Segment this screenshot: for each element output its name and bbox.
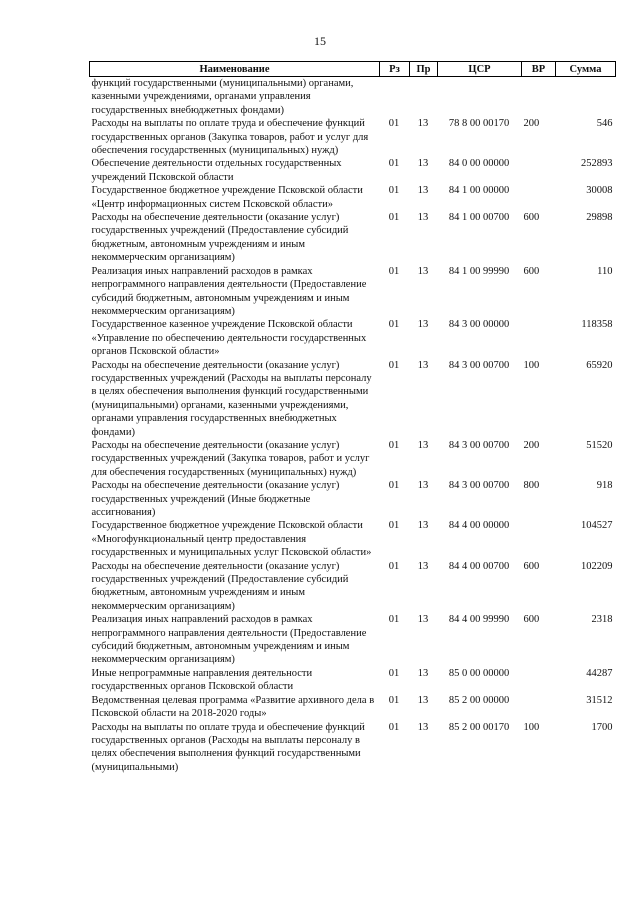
table-row — [90, 667, 616, 694]
cell-sum: 51520 — [586, 439, 613, 451]
table-row — [90, 721, 616, 775]
cell-csr: 84 3 00 00700 — [448, 439, 510, 451]
table-row — [90, 318, 616, 358]
cell-name: Расходы на обеспечение деятельности (оказание услуг) государственных учреждений (Расходы на выплаты персоналу в целях обеспечения выполнения функций государственными (муниципальными) органами, казенными учреждениями, органами управления государственных внебюджетных фондами) — [91, 359, 372, 438]
cell-vr — [522, 184, 556, 211]
cell-vr — [522, 318, 556, 358]
table-header-row — [90, 62, 616, 77]
cell-name: Расходы на выплаты по оплате труда и обеспечение функций государственных органов (Расходы на выплаты персоналу в целях обеспечения выполнения функций государственными (муниципальными) — [91, 721, 365, 773]
cell-name: Государственное бюджетное учреждение Псковской области «Центр информационных систем Псковской области» — [91, 185, 363, 210]
cell-csr: 84 3 00 00000 — [448, 319, 510, 331]
header-vr: ВР — [522, 62, 556, 77]
table-row — [90, 613, 616, 667]
cell-pr: 13 — [417, 439, 429, 451]
cell-rz: 01 — [388, 560, 400, 572]
cell-name: Обеспечение деятельности отдельных государственных учреждений Псковской области — [91, 158, 342, 183]
cell-pr: 13 — [417, 520, 429, 532]
cell-vr: 200 — [523, 439, 540, 451]
cell-vr — [522, 157, 556, 184]
cell-sum — [556, 77, 616, 118]
table-row — [90, 359, 616, 439]
cell-sum: 104527 — [581, 520, 613, 532]
header-sum: Сумма — [556, 62, 616, 77]
cell-rz: 01 — [388, 480, 400, 492]
cell-sum: 29898 — [586, 212, 613, 224]
cell-pr: 13 — [417, 212, 429, 224]
cell-csr: 84 1 00 99990 — [448, 265, 510, 277]
table-row — [90, 77, 616, 118]
header-pr: Пр — [410, 62, 438, 77]
cell-pr — [410, 77, 438, 118]
cell-pr: 13 — [417, 185, 429, 197]
cell-rz: 01 — [388, 520, 400, 532]
table-row — [90, 560, 616, 614]
table-row — [90, 117, 616, 157]
cell-pr: 13 — [417, 265, 429, 277]
table-body — [90, 77, 616, 775]
cell-pr: 13 — [417, 694, 429, 706]
cell-rz: 01 — [388, 359, 400, 371]
cell-rz — [380, 77, 410, 118]
header-csr: ЦСР — [438, 62, 522, 77]
cell-csr: 84 1 00 00700 — [448, 212, 510, 224]
table-row — [90, 439, 616, 479]
cell-csr: 84 4 00 99990 — [448, 614, 510, 626]
cell-name: Иные непрограммные направления деятельности государственных органов Псковской области — [91, 667, 313, 693]
cell-vr: 200 — [523, 118, 540, 130]
cell-csr: 84 0 00 00000 — [448, 158, 510, 170]
cell-name: Реализация иных направлений расходов в рамках непрограммного направления деятельности (Предоставление субсидий бюджетным, автономным учреждениям и иным некоммерческим организациям) — [91, 614, 367, 666]
cell-csr: 84 1 00 00000 — [448, 185, 510, 197]
cell-name: Реализация иных направлений расходов в рамках непрограммного направления деятельности (Предоставление субсидий бюджетным, автономным учреждениям и иным некоммерческим организациям) — [91, 265, 367, 317]
cell-rz: 01 — [388, 158, 400, 170]
cell-name: функций государственными (муниципальными) органами, казенными учреждениями, органами управления государственных внебюджетных фондами) — [91, 78, 354, 116]
cell-vr: 100 — [523, 359, 540, 371]
cell-csr: 85 2 00 00000 — [448, 694, 510, 706]
cell-csr: 84 3 00 00700 — [448, 359, 510, 371]
cell-rz: 01 — [388, 667, 400, 679]
cell-csr: 78 8 00 00170 — [448, 118, 510, 130]
table-row — [90, 479, 616, 519]
cell-vr: 600 — [523, 560, 540, 572]
cell-pr: 13 — [417, 667, 429, 679]
table-row — [90, 184, 616, 211]
cell-rz: 01 — [388, 614, 400, 626]
cell-vr: 600 — [523, 614, 540, 626]
cell-name: Расходы на обеспечение деятельности (оказание услуг) государственных учреждений (Предоставление субсидий бюджетным, автономным учреждениям и иным некоммерческим организациям) — [91, 560, 349, 612]
cell-sum: 102209 — [581, 560, 613, 572]
table-row — [90, 265, 616, 319]
cell-pr: 13 — [417, 118, 429, 130]
cell-rz: 01 — [388, 694, 400, 706]
cell-pr: 13 — [417, 480, 429, 492]
cell-csr: 85 2 00 00170 — [448, 721, 510, 733]
cell-rz: 01 — [388, 212, 400, 224]
cell-sum: 918 — [596, 480, 613, 492]
cell-sum: 44287 — [586, 667, 613, 679]
header-name: Наименование — [90, 62, 380, 77]
cell-csr: 85 0 00 00000 — [448, 667, 510, 679]
header-rz: Рз — [380, 62, 410, 77]
cell-sum: 65920 — [586, 359, 613, 371]
cell-rz: 01 — [388, 319, 400, 331]
table-row — [90, 519, 616, 559]
cell-sum: 252893 — [581, 158, 613, 170]
cell-pr: 13 — [417, 721, 429, 733]
cell-pr: 13 — [417, 560, 429, 572]
cell-vr: 600 — [523, 212, 540, 224]
cell-sum: 546 — [596, 118, 613, 130]
cell-pr: 13 — [417, 359, 429, 371]
table-row — [90, 694, 616, 721]
cell-vr — [522, 694, 556, 721]
cell-pr: 13 — [417, 614, 429, 626]
cell-name: Государственное казенное учреждение Псковской области «Управление по обеспечению деятельности государственных органов Псковской области» — [91, 319, 367, 358]
cell-name: Расходы на выплаты по оплате труда и обеспечение функций государственных органов (Закупка товаров, работ и услуг для обеспечения государственных (муниципальных) нужд) — [91, 118, 369, 157]
cell-rz: 01 — [388, 265, 400, 277]
cell-sum: 1700 — [591, 721, 613, 733]
cell-vr — [522, 667, 556, 694]
cell-csr: 84 4 00 00000 — [448, 520, 510, 532]
cell-sum: 30008 — [586, 185, 613, 197]
budget-table — [89, 61, 616, 774]
cell-sum: 31512 — [586, 694, 613, 706]
cell-name: Расходы на обеспечение деятельности (оказание услуг) государственных учреждений (Закупка товаров, работ и услуг для обеспечения государственных (муниципальных) нужд) — [91, 439, 370, 478]
page-number: 15 — [314, 34, 326, 48]
cell-sum: 110 — [597, 265, 613, 277]
cell-sum: 118358 — [581, 319, 613, 331]
cell-vr — [522, 77, 556, 118]
cell-csr: 84 4 00 00700 — [448, 560, 510, 572]
cell-name: Государственное бюджетное учреждение Псковской области «Многофункциональный центр предоставления государственных и муниципальных услуг Псковской области» — [91, 520, 372, 559]
cell-sum: 2318 — [591, 614, 613, 626]
cell-vr: 600 — [523, 265, 540, 277]
cell-vr: 100 — [523, 721, 540, 733]
cell-csr — [438, 77, 522, 118]
cell-name: Расходы на обеспечение деятельности (оказание услуг) государственных учреждений (Предоставление субсидий бюджетным, автономным учреждениям и иным некоммерческим организациям) — [91, 212, 349, 264]
cell-pr: 13 — [417, 319, 429, 331]
cell-csr: 84 3 00 00700 — [448, 480, 510, 492]
cell-rz: 01 — [388, 185, 400, 197]
cell-rz: 01 — [388, 439, 400, 451]
cell-vr — [522, 519, 556, 559]
cell-rz: 01 — [388, 721, 400, 733]
cell-rz: 01 — [388, 118, 400, 130]
table-row — [90, 157, 616, 184]
table-row — [90, 211, 616, 265]
cell-name: Ведомственная целевая программа «Развитие архивного дела в Псковской области на 2018-2020 годы» — [91, 694, 375, 720]
cell-name: Расходы на обеспечение деятельности (оказание услуг) государственных учреждений (Иные бюджетные ассигнования) — [91, 480, 340, 518]
cell-pr: 13 — [417, 158, 429, 170]
cell-vr: 800 — [523, 480, 540, 492]
